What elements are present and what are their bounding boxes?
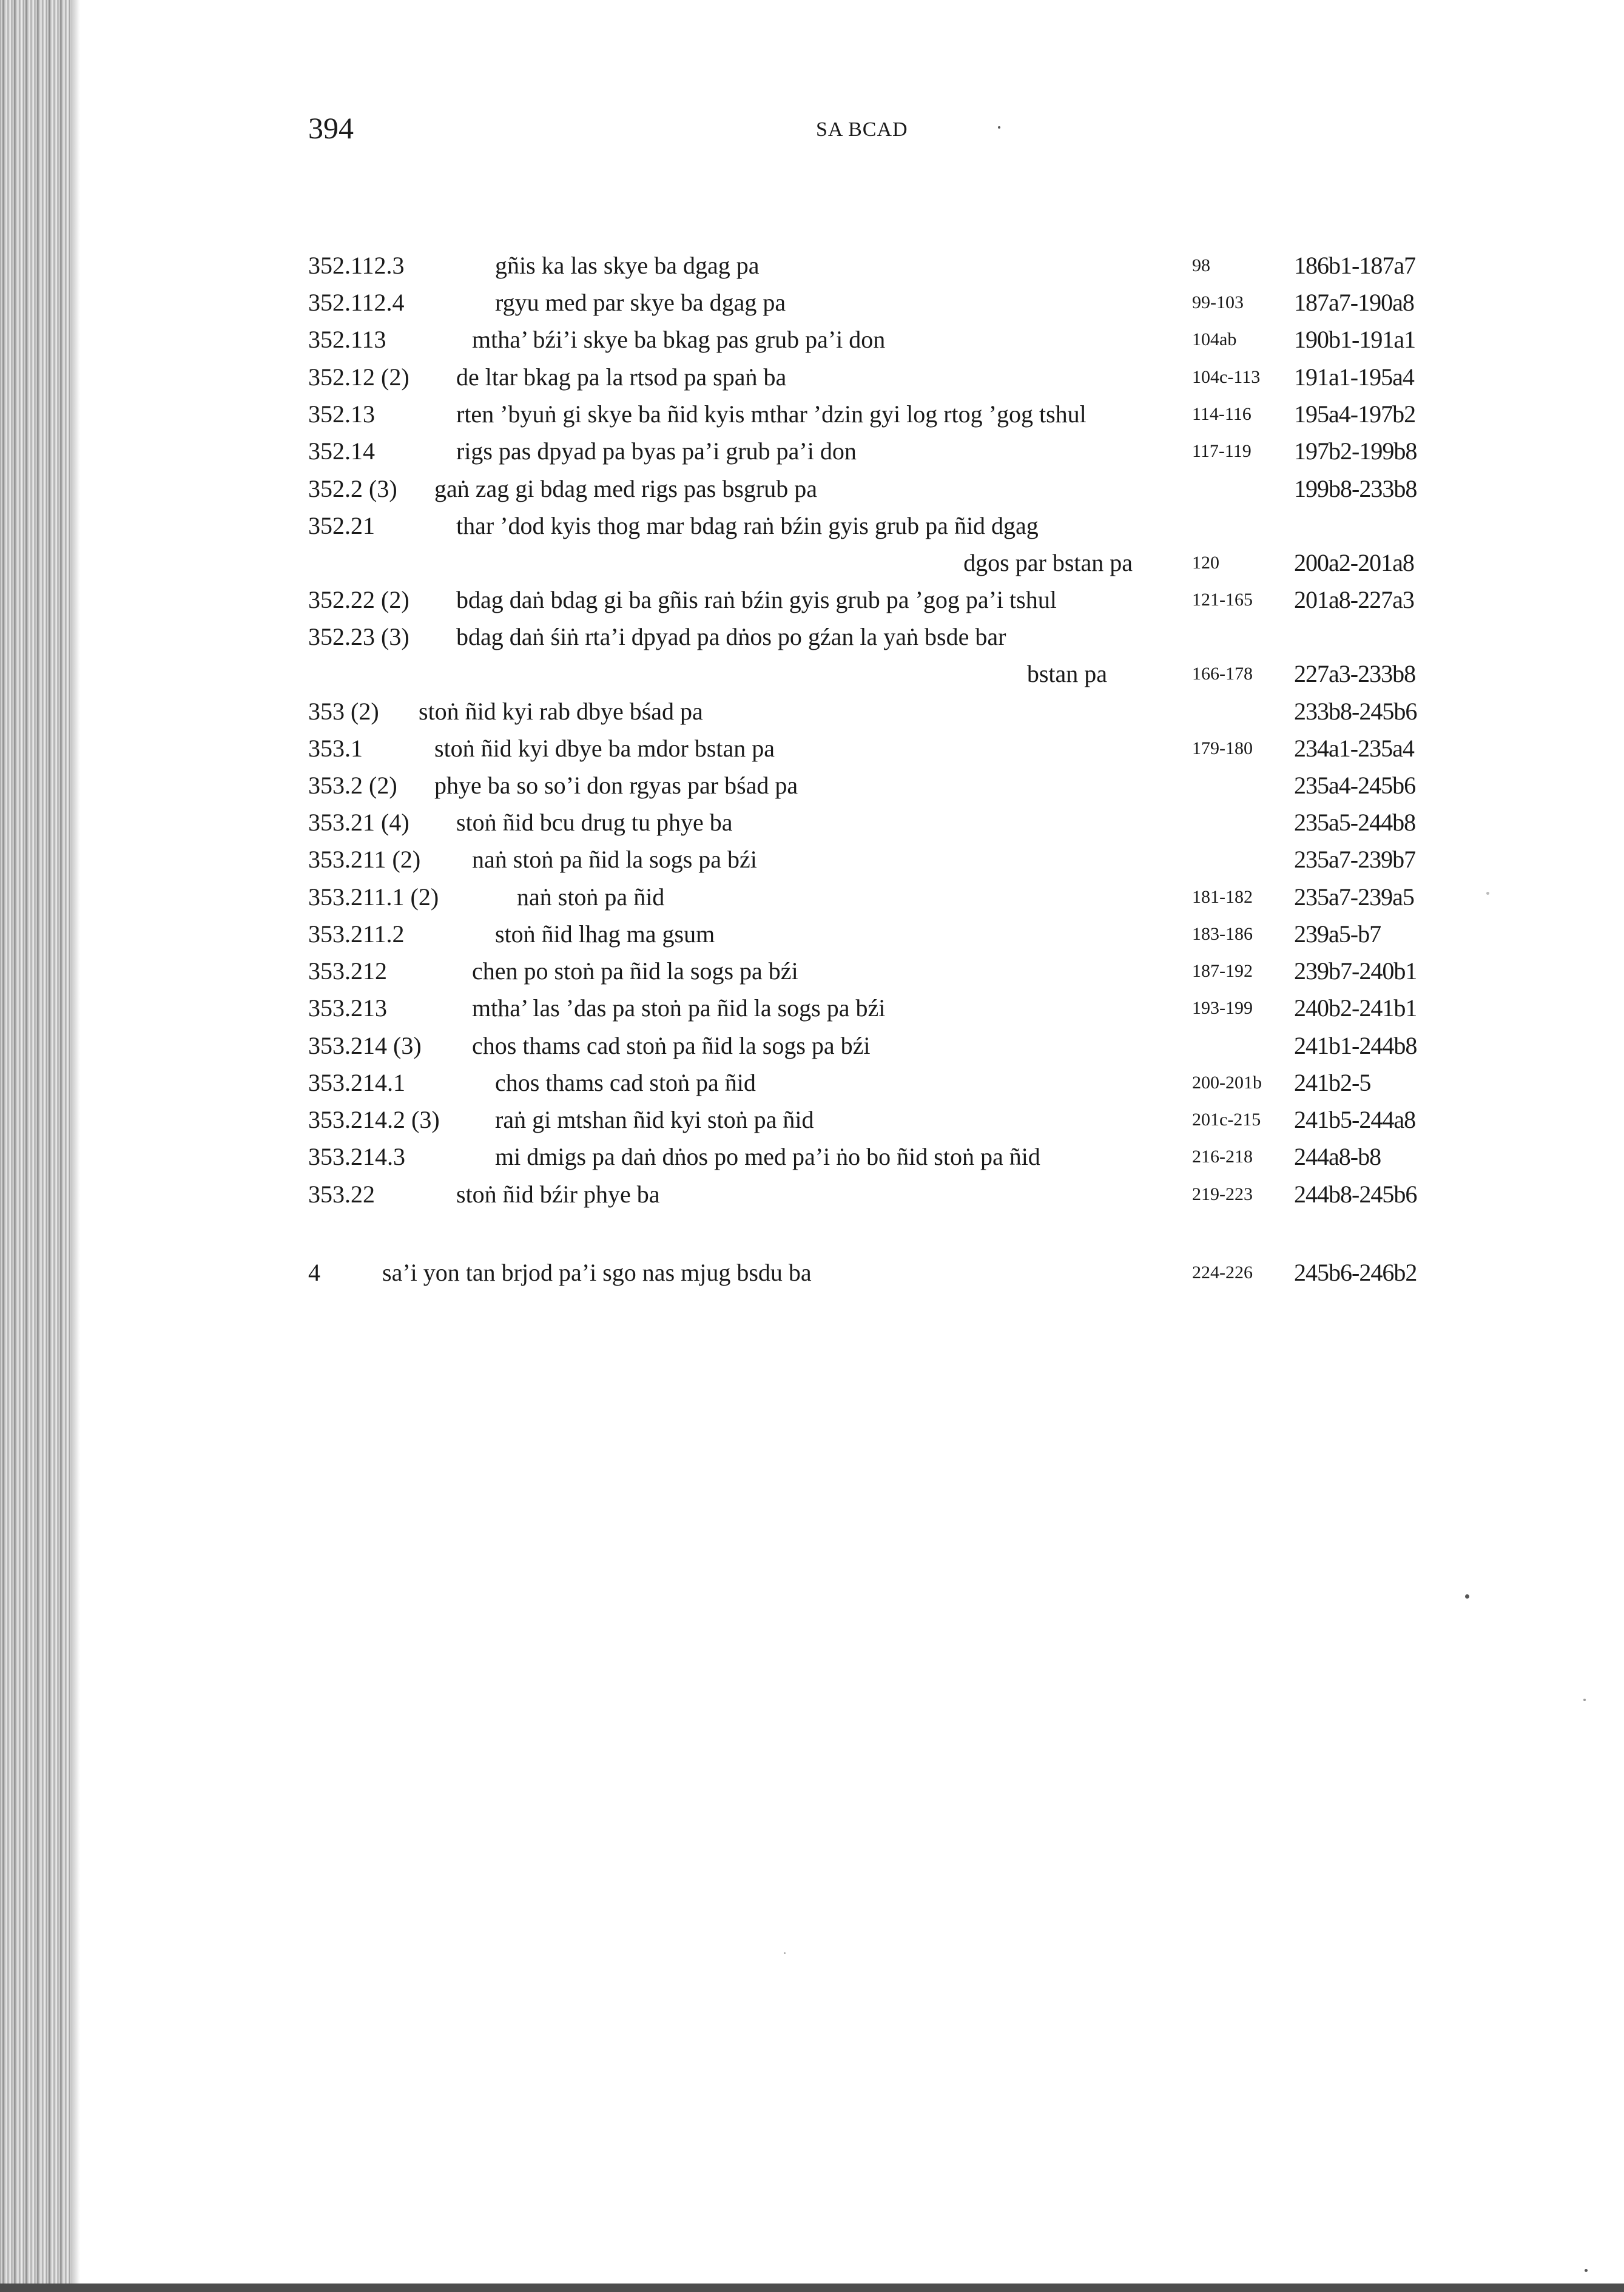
section-number: 353.211.1 (2): [308, 883, 439, 911]
outline-row: [0, 1028, 1624, 1064]
verse-range: 201c-215: [1192, 1110, 1261, 1130]
folio-range: 227a3-233b8: [1294, 660, 1416, 687]
folio-range: 186b1-187a7: [1294, 252, 1416, 279]
verse-range: 187-192: [1192, 961, 1253, 981]
section-title: sa’i yon tan brjod pa’i sgo nas mjug bsdu ba: [382, 1259, 812, 1286]
section-number: 352.113: [308, 326, 386, 353]
section-title-continuation: dgos par bstan pa: [963, 549, 1133, 576]
section-number: 353.211 (2): [308, 846, 421, 873]
verse-range: 183-186: [1192, 924, 1253, 944]
section-title: stoṅ ñid bźir phye ba: [456, 1181, 660, 1208]
section-title: thar ’dod kyis thog mar bdag raṅ bźin gyis grub pa ñid dgag: [456, 512, 1039, 539]
section-title-continuation: bstan pa: [1026, 660, 1107, 687]
folio-range: 244b8-245b6: [1294, 1181, 1417, 1208]
verse-range: 193-199: [1192, 998, 1253, 1018]
section-title: mtha’ bźi’i skye ba bkag pas grub pa’i don: [472, 326, 886, 353]
section-number: 353.211.2: [308, 920, 405, 948]
scan-bottom-edge: [0, 2284, 1624, 2292]
section-title: rten ’byuṅ gi skye ba ñid kyis mthar ’dzin gyi log rtog ’gog tshul: [456, 400, 1087, 428]
scan-speck: [998, 126, 1000, 129]
section-number: 353.1: [308, 735, 363, 762]
folio-range: 201a8-227a3: [1294, 586, 1414, 613]
outline-row: [0, 693, 1624, 730]
verse-range: 200-201b: [1192, 1073, 1262, 1093]
folio-range: 235a4-245b6: [1294, 772, 1416, 799]
section-number: 353.214.1: [308, 1069, 405, 1096]
section-title: gaṅ zag gi bdag med rigs pas bsgrub pa: [434, 475, 817, 502]
folio-range: 233b8-245b6: [1294, 698, 1417, 725]
folio-range: 241b1-244b8: [1294, 1032, 1417, 1059]
outline-row: [0, 730, 1624, 767]
verse-range: 181-182: [1192, 887, 1253, 907]
section-number: 353 (2): [308, 698, 379, 725]
scan-speck: [784, 1952, 786, 1954]
section-title: naṅ stoṅ pa ñid la sogs pa bźi: [472, 846, 757, 873]
outline-row: [0, 1255, 1624, 1291]
outline-row-continuation: [0, 656, 1624, 692]
section-title: chos thams cad stoṅ pa ñid la sogs pa bźi: [472, 1032, 871, 1059]
section-number: 352.13: [308, 400, 375, 428]
verse-range: 117-119: [1192, 441, 1252, 461]
section-number: 352.12 (2): [308, 363, 409, 391]
outline-row: [0, 582, 1624, 618]
section-number: 353.22: [308, 1181, 375, 1208]
section-number: 352.112.3: [308, 252, 405, 279]
outline-row: [0, 285, 1624, 321]
section-number: 352.14: [308, 437, 375, 465]
folio-range: 190b1-191a1: [1294, 326, 1416, 353]
section-title: stoṅ ñid lhag ma gsum: [495, 920, 715, 948]
outline-row: [0, 359, 1624, 396]
scan-speck: [1465, 1594, 1469, 1599]
folio-range: 200a2-201a8: [1294, 549, 1414, 576]
verse-range: 98: [1192, 255, 1210, 275]
verse-range: 224-226: [1192, 1262, 1253, 1283]
verse-range: 99-103: [1192, 292, 1244, 312]
folio-range: 234a1-235a4: [1294, 735, 1414, 762]
section-number: 353.213: [308, 994, 387, 1022]
section-number: 352.23 (3): [308, 623, 409, 650]
outline-row: [0, 1176, 1624, 1213]
verse-range: 216-218: [1192, 1147, 1253, 1167]
section-title: bdag daṅ śiṅ rta’i dpyad pa dṅos po gźan la yaṅ bsde bar: [456, 623, 1006, 650]
outline-row: [0, 841, 1624, 878]
folio-range: 199b8-233b8: [1294, 475, 1417, 502]
section-title: phye ba so so’i don rgyas par bśad pa: [434, 772, 798, 799]
section-number: 353.214 (3): [308, 1032, 422, 1059]
folio-range: 245b6-246b2: [1294, 1259, 1417, 1286]
outline-row: [0, 1139, 1624, 1175]
section-title: bdag daṅ bdag gi ba gñis raṅ bźin gyis grub pa ’gog pa’i tshul: [456, 586, 1057, 613]
section-number: 352.112.4: [308, 289, 405, 316]
folio-range: 241b5-244a8: [1294, 1106, 1416, 1133]
section-title: naṅ stoṅ pa ñid: [517, 883, 665, 911]
folio-range: 244a8-b8: [1294, 1143, 1381, 1170]
page-number: 394: [308, 111, 354, 145]
outline-row: [0, 916, 1624, 952]
verse-range: 121-165: [1192, 590, 1253, 610]
scan-speck: [1585, 2269, 1588, 2272]
section-number: 352.22 (2): [308, 586, 409, 613]
section-title: stoṅ ñid bcu drug tu phye ba: [456, 809, 733, 836]
section-title: chen po stoṅ pa ñid la sogs pa bźi: [472, 957, 798, 985]
section-title: rigs pas dpyad pa byas pa’i grub pa’i don: [456, 437, 857, 465]
scan-speck: [1486, 892, 1489, 895]
section-number: 353.21 (4): [308, 809, 409, 836]
section-title: stoṅ ñid kyi dbye ba mdor bstan pa: [434, 735, 775, 762]
folio-range: 235a5-244b8: [1294, 809, 1416, 836]
verse-range: 114-116: [1192, 404, 1252, 424]
section-title: chos thams cad stoṅ pa ñid: [495, 1069, 756, 1096]
outline-row: [0, 396, 1624, 433]
verse-range: 179-180: [1192, 738, 1253, 758]
folio-range: 241b2-5: [1294, 1069, 1371, 1096]
section-number: 353.2 (2): [308, 772, 397, 799]
running-head: SA BCAD: [816, 118, 908, 141]
section-number: 353.214.3: [308, 1143, 405, 1170]
folio-range: 197b2-199b8: [1294, 437, 1417, 465]
outline-row: [0, 619, 1624, 655]
outline-row: [0, 433, 1624, 470]
folio-range: 187a7-190a8: [1294, 289, 1414, 316]
outline-row-continuation: [0, 545, 1624, 581]
outline-row: [0, 990, 1624, 1026]
folio-range: 239a5-b7: [1294, 920, 1381, 948]
section-number: 352.2 (3): [308, 475, 397, 502]
verse-range: 219-223: [1192, 1184, 1253, 1204]
scan-speck: [1583, 1699, 1586, 1701]
folio-range: 239b7-240b1: [1294, 957, 1417, 985]
verse-range: 166-178: [1192, 664, 1253, 684]
outline-row: [0, 953, 1624, 989]
folio-range: 191a1-195a4: [1294, 363, 1414, 391]
outline-row: [0, 804, 1624, 841]
outline-row: [0, 322, 1624, 358]
section-title: de ltar bkag pa la rtsod pa spaṅ ba: [456, 363, 787, 391]
folio-range: 240b2-241b1: [1294, 994, 1417, 1022]
section-title: raṅ gi mtshan ñid kyi stoṅ pa ñid: [495, 1106, 814, 1133]
folio-range: 235a7-239a5: [1294, 883, 1414, 911]
verse-range: 104c-113: [1192, 367, 1261, 387]
outline-row: [0, 1065, 1624, 1101]
folio-range: 195a4-197b2: [1294, 400, 1416, 428]
section-title: mtha’ las ’das pa stoṅ pa ñid la sogs pa bźi: [472, 994, 886, 1022]
outline-row: [0, 767, 1624, 804]
section-number: 353.212: [308, 957, 387, 985]
folio-range: 235a7-239b7: [1294, 846, 1416, 873]
outline-row: [0, 1102, 1624, 1138]
section-number: 352.21: [308, 512, 375, 539]
outline-row: [0, 879, 1624, 915]
section-number: 4: [308, 1259, 320, 1286]
section-title: gñis ka las skye ba dgag pa: [495, 252, 760, 279]
outline-row: [0, 248, 1624, 284]
section-title: rgyu med par skye ba dgag pa: [495, 289, 786, 316]
outline-row: [0, 471, 1624, 507]
outline-row: [0, 508, 1624, 544]
section-number: 353.214.2 (3): [308, 1106, 440, 1133]
section-title: stoṅ ñid kyi rab dbye bśad pa: [419, 698, 703, 725]
verse-range: 120: [1192, 553, 1219, 573]
section-title: mi dmigs pa daṅ dṅos po med pa’i ṅo bo ñid stoṅ pa ñid: [495, 1143, 1040, 1170]
verse-range: 104ab: [1192, 329, 1237, 349]
